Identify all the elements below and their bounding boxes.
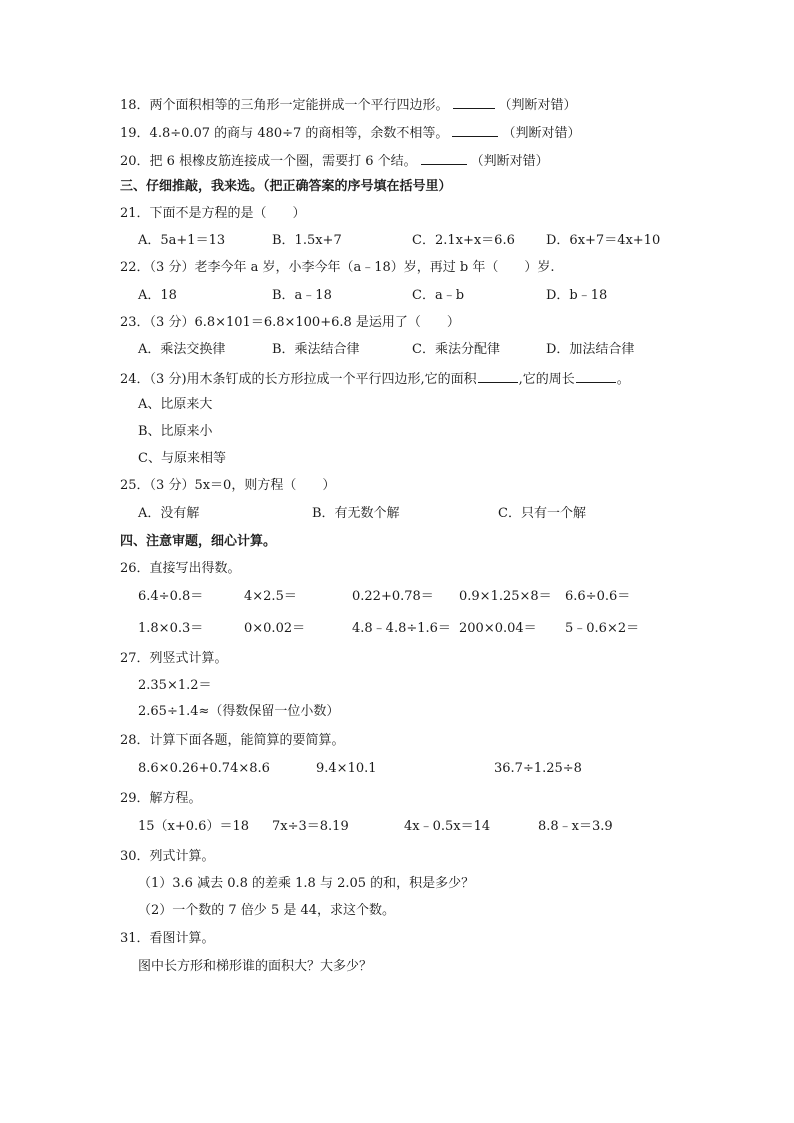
option-a[interactable]: A．没有解 xyxy=(138,506,200,521)
option-b[interactable]: B．乘法结合律 xyxy=(272,342,360,357)
answer-blank[interactable] xyxy=(478,369,518,383)
calc-item: 6.4÷0.8＝ xyxy=(138,589,204,604)
calc-item: 36.7÷1.25÷8 xyxy=(494,761,582,776)
question-25-stem: 25．（3 分）5x＝0，则方程（ ） xyxy=(120,478,336,493)
question-suffix: （判断对错） xyxy=(470,154,549,169)
stem-part: 24．（3 分)用木条钉成的长方形拉成一个平行四边形,它的面积 xyxy=(120,372,477,387)
option-a[interactable]: A．5a+1＝13 xyxy=(138,233,226,248)
calc-item: 0×0.02＝ xyxy=(244,621,306,636)
question-18 xyxy=(120,95,577,115)
question-23-stem: 23．（3 分）6.8×101＝6.8×100+6.8 是运用了（ ） xyxy=(120,315,460,330)
calc-item: 5﹣0.6×2＝ xyxy=(565,621,640,636)
question-29-stem: 29．解方程。 xyxy=(120,791,202,806)
option-a[interactable]: A．乘法交换律 xyxy=(138,342,226,357)
option-c[interactable]: C．只有一个解 xyxy=(498,506,586,521)
stem-part: 。 xyxy=(616,372,630,387)
calc-item: 1.8×0.3＝ xyxy=(138,621,204,636)
calc-item: 2.65÷1.4≈（得数保留一位小数） xyxy=(138,704,340,719)
option-a[interactable]: A、比原来大 xyxy=(138,397,213,412)
calc-item: 9.4×10.1 xyxy=(316,761,377,776)
equation-item: 15（x+0.6）＝18 xyxy=(138,819,249,834)
option-c[interactable]: C．乘法分配律 xyxy=(412,342,500,357)
question-text: 19．4.8÷0.07 的商与 480÷7 的商相等，余数不相等。 xyxy=(120,126,449,141)
option-d[interactable]: D．加法结合律 xyxy=(546,342,635,357)
question-30-stem: 30．列式计算。 xyxy=(120,849,215,864)
calc-item: 8.6×0.26+0.74×8.6 xyxy=(138,761,270,776)
question-24-stem xyxy=(120,369,630,389)
sub-question: 图中长方形和梯形谁的面积大？大多少？ xyxy=(138,959,373,974)
question-text: 18．两个面积相等的三角形一定能拼成一个平行四边形。 xyxy=(120,98,449,113)
calc-item: 200×0.04＝ xyxy=(459,621,537,636)
question-19 xyxy=(120,123,580,143)
option-d[interactable]: D．6x+7＝4x+10 xyxy=(546,233,661,248)
option-a[interactable]: A．18 xyxy=(138,288,177,303)
question-text: 20．把 6 根橡皮筋连接成一个圈，需要打 6 个结。 xyxy=(120,154,417,169)
answer-blank[interactable] xyxy=(421,151,467,165)
calc-item: 4×2.5＝ xyxy=(244,589,297,604)
question-21-stem: 21．下面不是方程的是（ ） xyxy=(120,206,306,221)
question-20 xyxy=(120,151,549,171)
question-26-stem: 26．直接写出得数。 xyxy=(120,561,241,576)
equation-item: 8.8﹣x＝3.9 xyxy=(538,819,613,834)
question-suffix: （判断对错） xyxy=(502,126,581,141)
question-22-stem: 22．（3 分）老李今年 a 岁，小李今年（a﹣18）岁，再过 b 年（ ）岁. xyxy=(120,260,555,275)
sub-question: （2）一个数的 7 倍少 5 是 44，求这个数。 xyxy=(138,903,396,918)
stem-part: ,它的周长 xyxy=(518,372,575,387)
section-4-heading: 四、注意审题，细心计算。 xyxy=(120,534,277,549)
question-28-stem: 28．计算下面各题，能简算的要简算。 xyxy=(120,733,345,748)
calc-item: 2.35×1.2＝ xyxy=(138,678,212,693)
sub-question: （1）3.6 减去 0.8 的差乘 1.8 与 2.05 的和，积是多少？ xyxy=(138,876,475,891)
question-31-stem: 31．看图计算。 xyxy=(120,931,215,946)
option-b[interactable]: B．1.5x+7 xyxy=(272,233,342,248)
answer-blank[interactable] xyxy=(453,95,495,109)
answer-blank[interactable] xyxy=(576,369,616,383)
calc-item: 6.6÷0.6＝ xyxy=(565,589,631,604)
question-27-stem: 27．列竖式计算。 xyxy=(120,651,228,666)
section-3-heading: 三、仔细推敲，我来选。（把正确答案的序号填在括号里） xyxy=(120,179,452,194)
answer-blank[interactable] xyxy=(452,123,498,137)
calc-item: 0.9×1.25×8＝ xyxy=(459,589,552,604)
question-suffix: （判断对错） xyxy=(498,98,577,113)
calc-item: 0.22+0.78＝ xyxy=(352,589,434,604)
option-d[interactable]: D．b﹣18 xyxy=(546,288,608,303)
option-c[interactable]: C、与原来相等 xyxy=(138,451,226,466)
option-b[interactable]: B．a﹣18 xyxy=(272,288,332,303)
option-b[interactable]: B、比原来小 xyxy=(138,424,213,439)
option-c[interactable]: C．a﹣b xyxy=(412,288,465,303)
option-b[interactable]: B．有无数个解 xyxy=(312,506,400,521)
option-c[interactable]: C．2.1x+x＝6.6 xyxy=(412,233,515,248)
calc-item: 4.8﹣4.8÷1.6＝ xyxy=(352,621,451,636)
equation-item: 7x÷3＝8.19 xyxy=(272,819,349,834)
equation-item: 4x﹣0.5x＝14 xyxy=(404,819,491,834)
